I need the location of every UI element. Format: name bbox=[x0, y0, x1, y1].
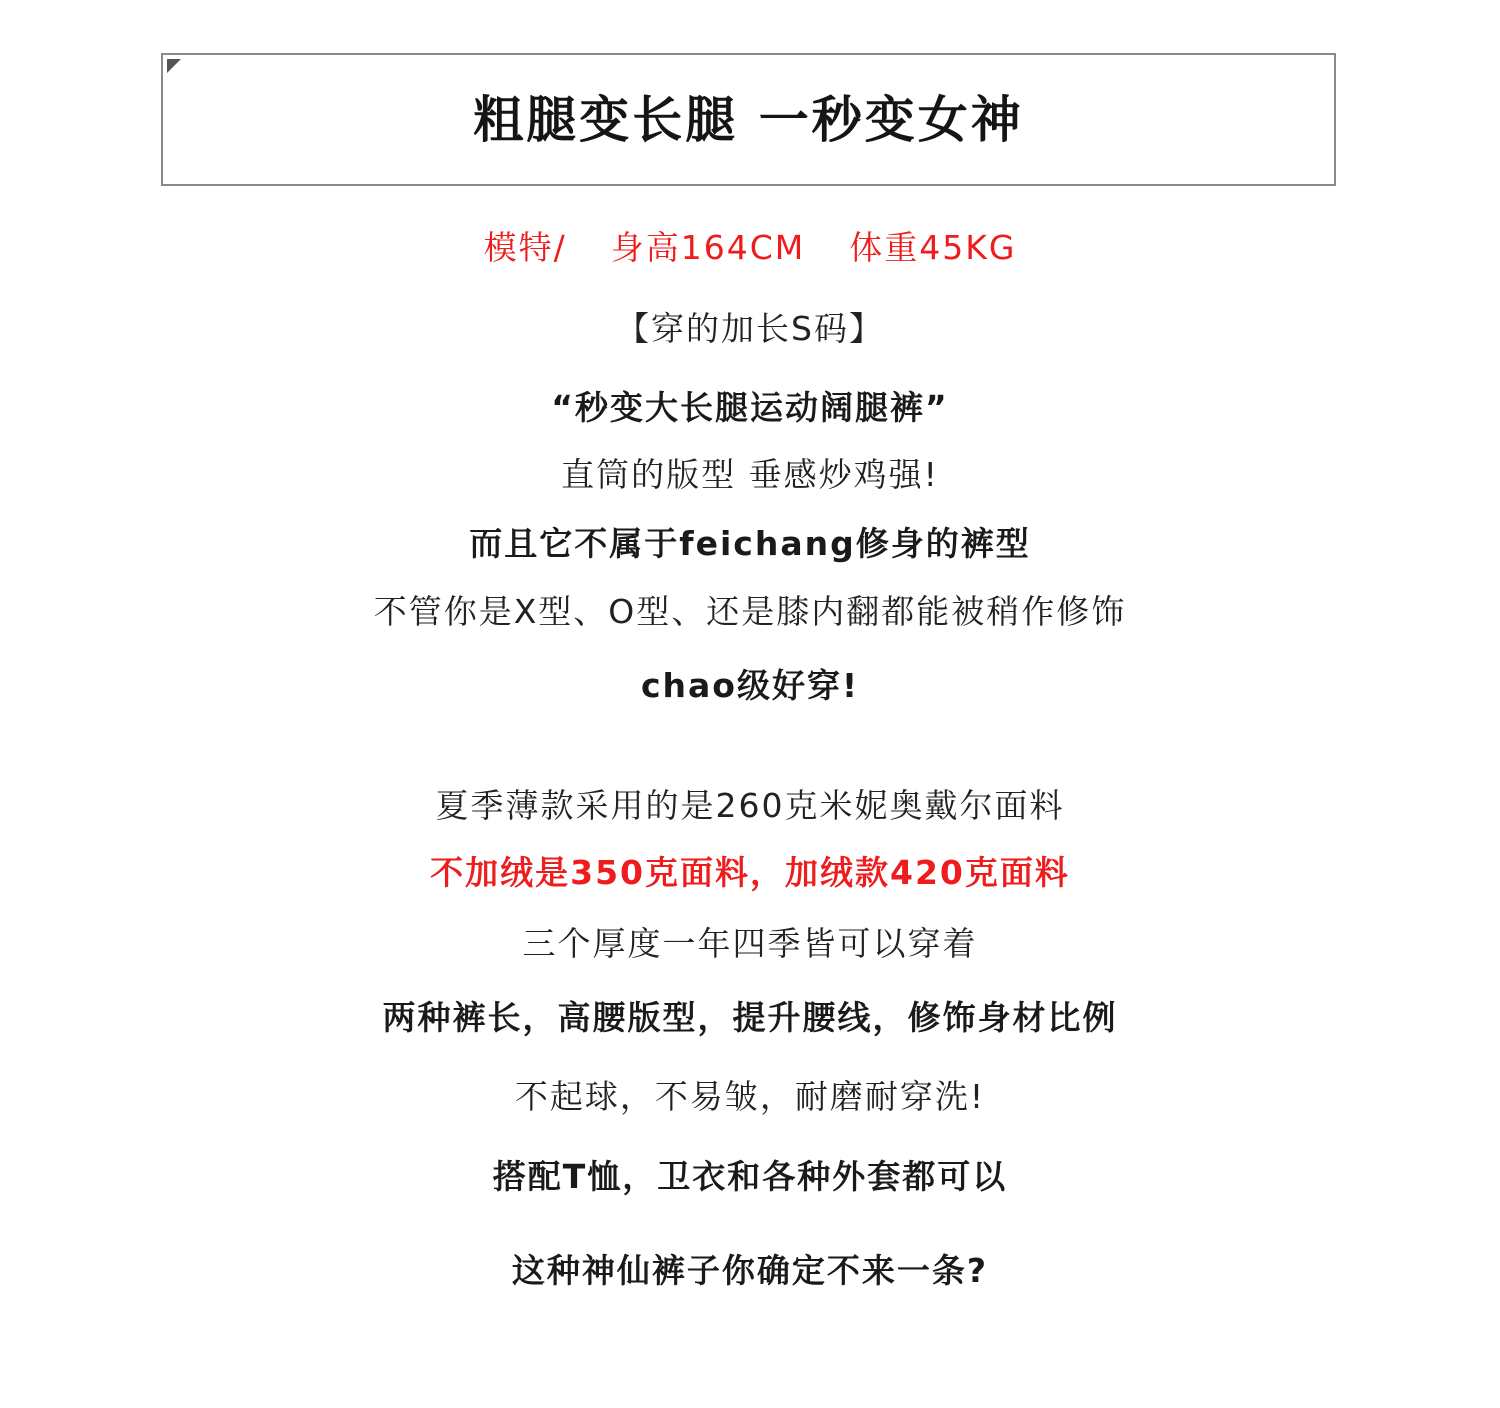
text-line: 三个厚度一年四季皆可以穿着 bbox=[522, 924, 978, 963]
text-line: 搭配T恤，卫衣和各种外套都可以 bbox=[492, 1157, 1008, 1196]
text-line: 不管你是X型、O型、还是膝内翻都能被稍作修饰 bbox=[373, 592, 1127, 631]
closing-line: 这种神仙裤子你确定不来一条? bbox=[511, 1251, 989, 1290]
text-line: chao级好穿! bbox=[640, 666, 860, 705]
text-line: 直筒的版型 垂感炒鸡强! bbox=[561, 455, 939, 494]
headline-quote: “秒变大长腿运动阔腿裤” bbox=[551, 388, 949, 427]
model-weight: 体重45KG bbox=[849, 228, 1017, 267]
title-banner bbox=[161, 53, 1336, 186]
text-line: 两种裤长，高腰版型，提升腰线，修饰身材比例 bbox=[382, 998, 1118, 1037]
model-info bbox=[0, 228, 1500, 268]
model-height: 身高164CM bbox=[610, 228, 806, 267]
text-line: 不起球，不易皱，耐磨耐穿洗! bbox=[514, 1077, 986, 1116]
page-title: 粗腿变长腿 一秒变女神 bbox=[473, 90, 1024, 149]
size-note: 【穿的加长S码】 bbox=[616, 309, 884, 348]
text-line: 而且它不属于feichang修身的裤型 bbox=[469, 524, 1031, 563]
text-line: 夏季薄款采用的是260克米妮奥戴尔面料 bbox=[435, 786, 1065, 825]
fabric-weight-note: 不加绒是350克面料，加绒款420克面料 bbox=[430, 853, 1070, 892]
model-label: 模特/ bbox=[483, 228, 567, 267]
